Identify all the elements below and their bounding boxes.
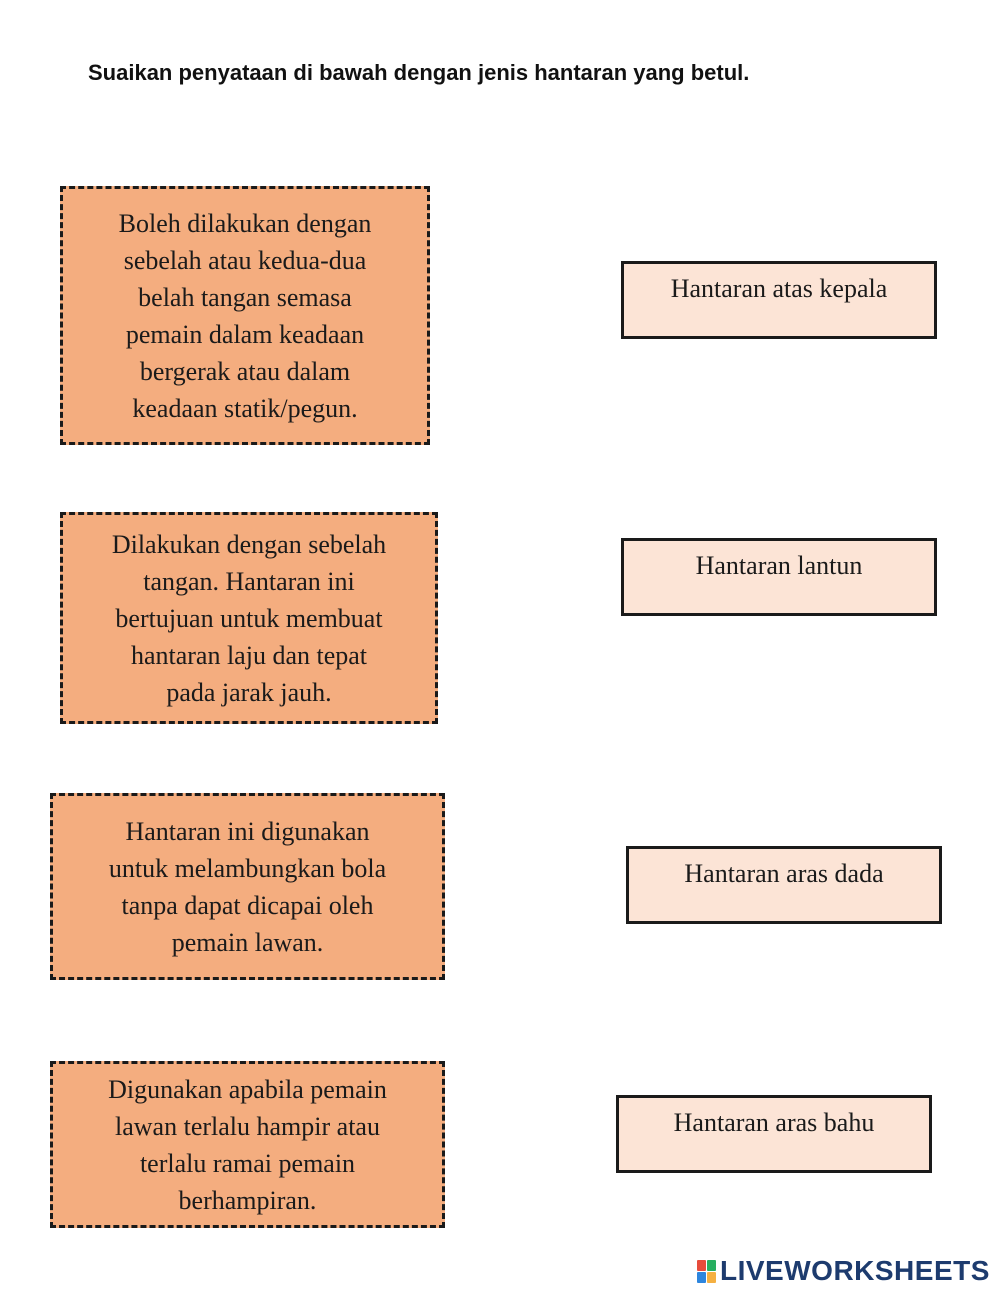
statement-line: tangan. Hantaran ini bbox=[143, 566, 355, 596]
statement-line: keadaan statik/pegun. bbox=[132, 393, 358, 423]
statement-line: belah tangan semasa bbox=[138, 282, 352, 312]
answer-box-2[interactable]: Hantaran lantun bbox=[621, 538, 937, 616]
statement-line: bertujuan untuk membuat bbox=[115, 603, 383, 633]
mark-block bbox=[697, 1272, 706, 1283]
answer-box-1[interactable]: Hantaran atas kepala bbox=[621, 261, 937, 339]
statement-text bbox=[112, 526, 386, 711]
statement-line: pemain dalam keadaan bbox=[125, 319, 365, 349]
liveworksheets-logo bbox=[697, 1254, 990, 1288]
statement-line: Digunakan apabila pemain bbox=[108, 1074, 387, 1104]
mark-block bbox=[707, 1260, 716, 1271]
statement-line: pemain lawan. bbox=[171, 927, 324, 957]
statement-line: Hantaran ini digunakan bbox=[125, 816, 370, 846]
statement-text bbox=[119, 205, 372, 427]
statement-line: berhampiran. bbox=[178, 1185, 317, 1215]
instruction-text: Suaikan penyataan di bawah dengan jenis hantaran yang betul. bbox=[88, 60, 750, 85]
logo-text: LIVEWORKSHEETS bbox=[720, 1255, 990, 1286]
statement-line: Dilakukan dengan sebelah bbox=[111, 529, 387, 559]
statement-line: hantaran laju dan tepat bbox=[130, 640, 368, 670]
statement-line: bergerak atau dalam bbox=[139, 356, 351, 386]
answer-box-3[interactable]: Hantaran aras dada bbox=[626, 846, 942, 924]
statement-line: terlalu ramai pemain bbox=[139, 1148, 356, 1178]
statement-text bbox=[109, 813, 386, 961]
answer-box-4[interactable]: Hantaran aras bahu bbox=[616, 1095, 932, 1173]
statement-box-1[interactable] bbox=[60, 186, 430, 445]
statement-line: pada jarak jauh. bbox=[166, 677, 332, 707]
statement-line: lawan terlalu hampir atau bbox=[115, 1111, 380, 1141]
statement-box-3[interactable] bbox=[50, 793, 445, 980]
statement-line: Boleh dilakukan dengan bbox=[118, 208, 372, 238]
mark-block bbox=[697, 1260, 706, 1271]
statement-line: sebelah atau kedua-dua bbox=[123, 245, 367, 275]
statement-text bbox=[108, 1071, 387, 1219]
statement-line: untuk melambungkan bola bbox=[108, 853, 387, 883]
liveworksheets-mark-icon bbox=[697, 1260, 716, 1283]
statement-line: tanpa dapat dicapai oleh bbox=[121, 890, 374, 920]
statement-box-4[interactable] bbox=[50, 1061, 445, 1228]
statement-box-2[interactable] bbox=[60, 512, 438, 724]
mark-block bbox=[707, 1272, 716, 1283]
